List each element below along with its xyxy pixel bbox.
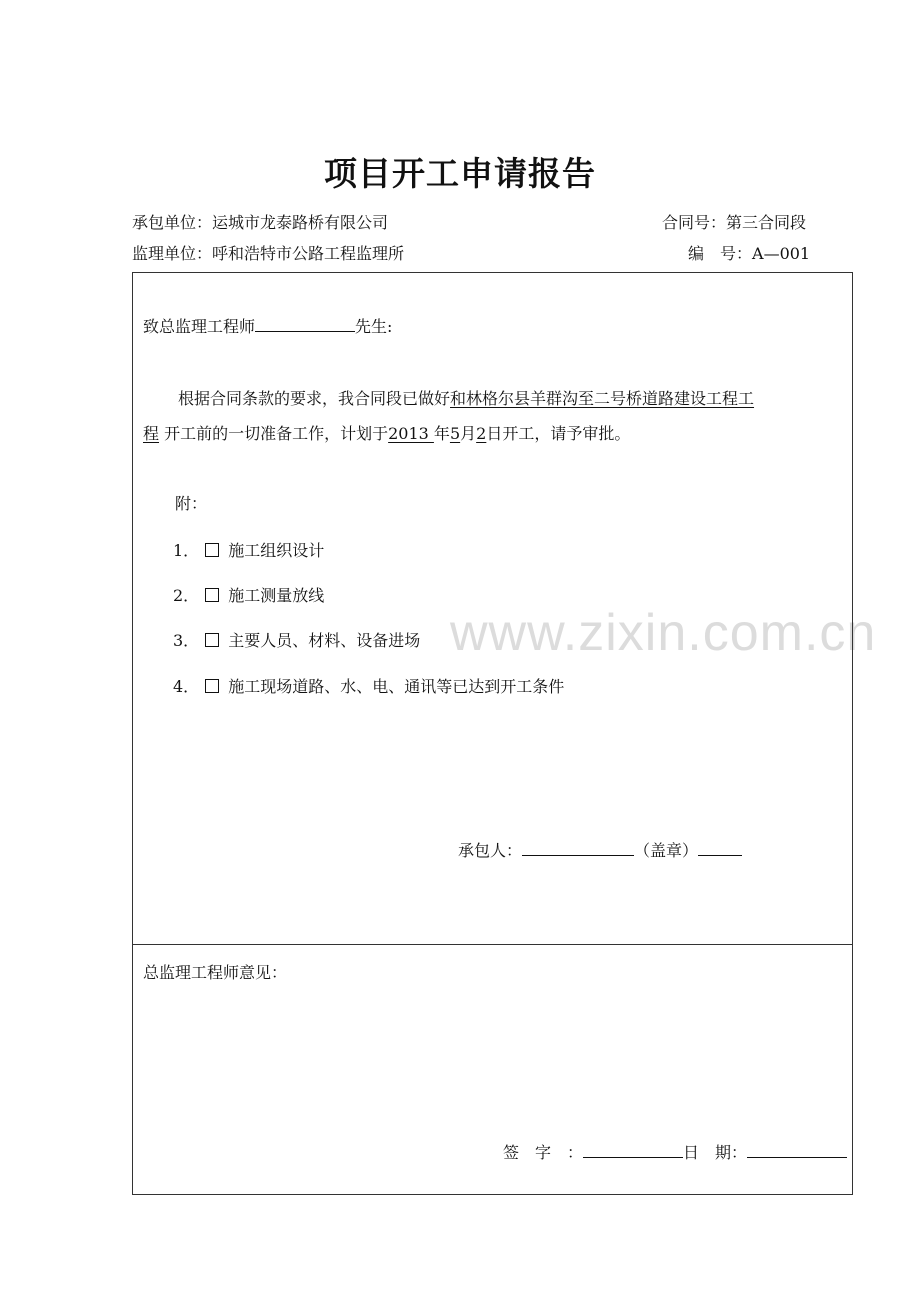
request-paragraph-line1 [178, 386, 754, 409]
number-value: A—001 [752, 244, 811, 263]
engineer-name-blank[interactable] [255, 317, 355, 332]
attachment-number: 2． [173, 586, 200, 605]
contractor-signature-line [458, 838, 742, 861]
contractor-sign-label: 承包人： [458, 841, 523, 860]
form-table [132, 272, 853, 1195]
watermark: www.zixin.com.cn [450, 604, 877, 662]
seal-blank[interactable] [698, 841, 742, 856]
attachment-item [173, 674, 564, 697]
contractor-signature-blank[interactable] [522, 841, 634, 856]
attachment-text: 施工现场道路、水、电、通讯等已达到开工条件 [228, 677, 565, 696]
attachment-text: 主要人员、材料、设备进场 [228, 631, 421, 650]
attachment-item [173, 628, 420, 651]
attachment-number: 1． [173, 541, 200, 560]
sign-label: 签 字 ： [503, 1143, 584, 1162]
attachment-item [173, 583, 324, 606]
seal-label: （盖章） [634, 841, 699, 860]
date-label: 日 期： [683, 1143, 748, 1162]
attachment-text: 施工测量放线 [228, 586, 325, 605]
addressee-suffix: 先生: [355, 317, 393, 336]
document-title: 项目开工申请报告 [324, 154, 596, 193]
attachment-item [173, 538, 324, 561]
number-label: 编 号： [688, 244, 753, 263]
section-divider [133, 944, 852, 945]
year-unit: 年 [433, 424, 450, 443]
opinion-signature-line [503, 1140, 847, 1163]
attachments-label: 附： [175, 494, 208, 513]
supervisor-label: 监理单位： [132, 244, 213, 263]
date-blank[interactable] [747, 1143, 847, 1158]
supervisor-line [132, 241, 404, 264]
attachment-number: 4． [173, 677, 200, 696]
attachment-text: 施工组织设计 [228, 541, 325, 560]
project-name-part1: 和林格尔县羊群沟至二号桥道路建设工程工 [450, 389, 755, 408]
opinion-label: 总监理工程师意见： [143, 963, 288, 982]
start-month: 5 [449, 424, 461, 443]
checkbox[interactable] [205, 679, 219, 693]
checkbox[interactable] [205, 543, 219, 557]
addressee-prefix: 致总监理工程师 [143, 317, 256, 336]
start-year: 2013 [388, 424, 434, 443]
serial-number-line [688, 241, 810, 264]
contract-label: 合同号： [662, 213, 727, 232]
request-paragraph-line2 [143, 421, 630, 444]
paragraph-lead: 根据合同条款的要求，我合同段已做好 [178, 389, 451, 408]
month-unit: 月 [460, 424, 477, 443]
checkbox[interactable] [205, 633, 219, 647]
paragraph-middle: 开工前的一切准备工作，计划于 [159, 424, 389, 443]
project-name-part2: 程 [143, 424, 160, 443]
addressee-line [143, 314, 392, 337]
attachment-number: 3． [173, 631, 200, 650]
contract-number-line [662, 210, 806, 233]
contractor-line [132, 210, 388, 233]
contractor-value: 运城市龙泰路桥有限公司 [212, 213, 389, 232]
signature-blank[interactable] [583, 1143, 683, 1158]
contract-value: 第三合同段 [726, 213, 807, 232]
start-day: 2 [476, 424, 487, 443]
checkbox[interactable] [205, 588, 219, 602]
contractor-label: 承包单位： [132, 213, 213, 232]
supervisor-value: 呼和浩特市公路工程监理所 [212, 244, 405, 263]
paragraph-end: 日开工，请予审批。 [486, 424, 631, 443]
